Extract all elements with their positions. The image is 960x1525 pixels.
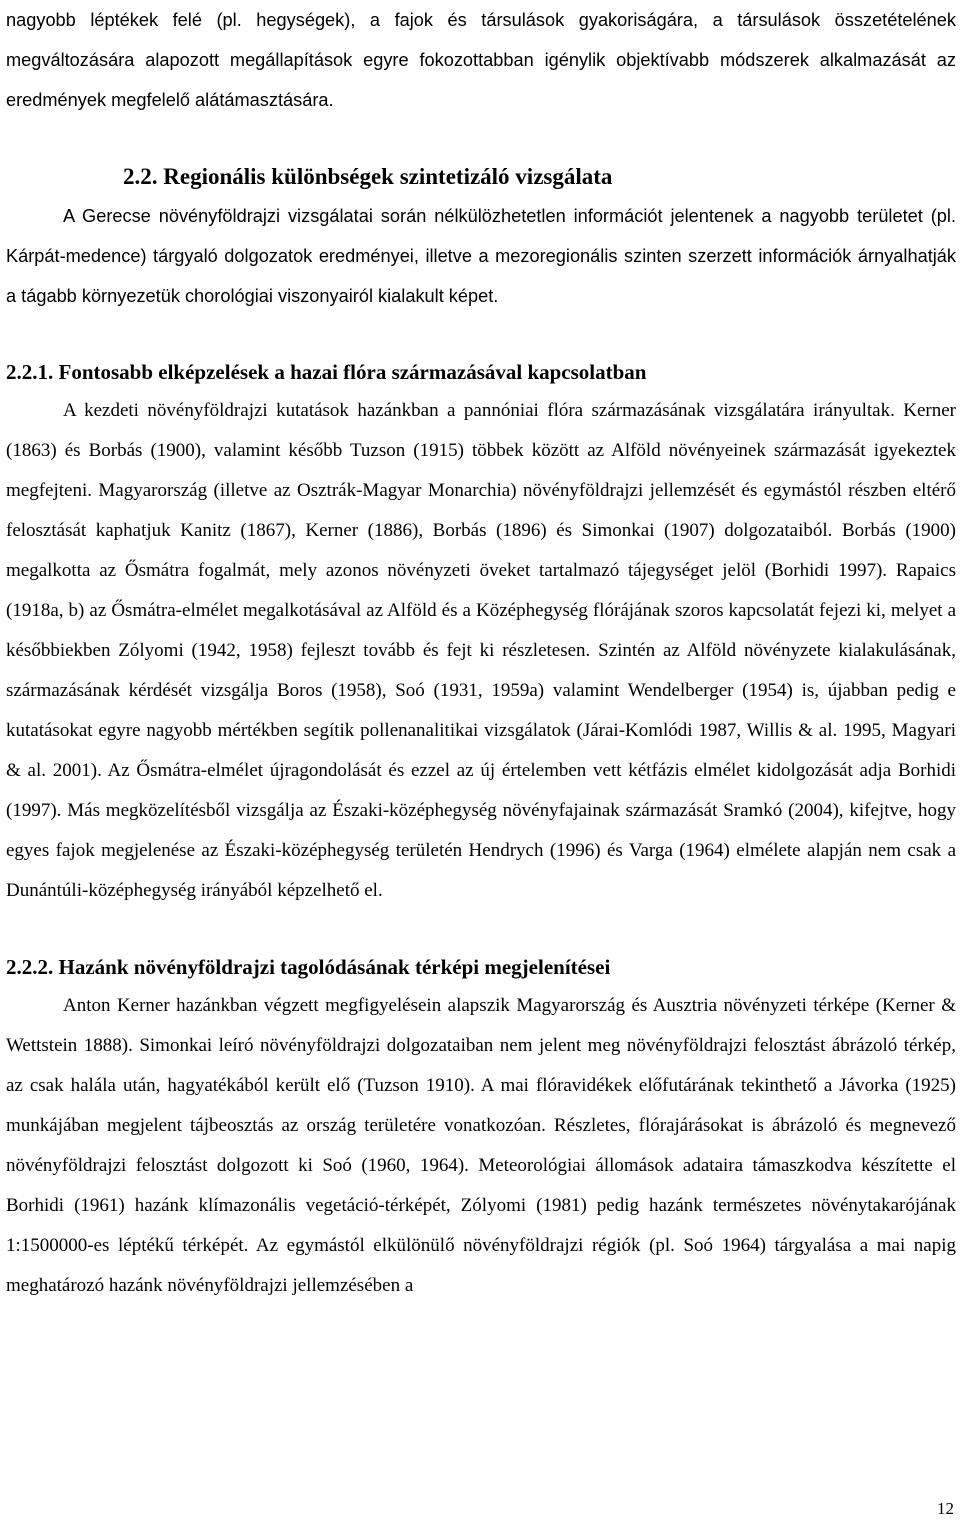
- intro-paragraph: nagyobb léptékek felé (pl. hegységek), a fajok és társulások gyakoriságára, a társulások összetételének megváltozására alapozott megállapítások egyre fokozottabban igénylik objektívabb módszerek alkalmazását az eredmények megfelelő alátámasztására.: [6, 10, 956, 110]
- spacer: [6, 316, 956, 353]
- section-paragraph-2-2-2: Anton Kerner hazánkban végzett megfigyelésein alapszik Magyarország és Ausztria növényzeti térképe (Kerner & Wettstein 1888). Simonkai leíró növényföldrajzi dolgozataiban nem jelent meg növényföldrajzi felosztást ábrázoló térkép, az csak halála után, hagyatékából került elő (Tuzson 1910). A mai flóravidékek előfutárának tekinthető a Jávorka (1925) munkájában megjelent tájbeosztás az ország területére vonatkozóan. Részletes, flórajárásokat is ábrázoló és megnevező növényföldrajzi felosztást dolgozott ki Soó (1960, 1964). Meteorológiai állomások adataira támaszkodva készítette el Borhidi (1961) hazánk klímazonális vegetáció-térképét, Zólyomi (1981) pedig hazánk természetes növénytakarójának 1:1500000-es léptékű térképét. Az egymástól elkülönülő növényföldrajzi régiók (pl. Soó 1964) tárgyalása a mai napig meghatározó hazánk növényföldrajzi jellemzésében a: [6, 995, 956, 1296]
- section-heading-2-2: 2.2. Regionális különbségek szintetizáló vizsgálata: [123, 164, 613, 189]
- section-paragraph-2-2-1: A kezdeti növényföldrajzi kutatások hazánkban a pannóniai flóra származásának vizsgálatára irányultak. Kerner (1863) és Borbás (1900), valamint később Tuzson (1915) többek között az Alföld növényeinek származását igyekeztek megfejteni. Magyarország (illetve az Osztrák-Magyar Monarchia) növényföldrajzi jellemzését és egymástól részben eltérő felosztását kaphatjuk Kanitz (1867), Kerner (1886), Borbás (1896) és Simonkai (1907) dolgozataiból. Borbás (1900) megalkotta az Ősmátra fogalmát, mely azonos növényzeti öveket tartalmazó tájegységet jelöl (Borhidi 1997). Rapaics (1918a, b) az Ősmátra-elmélet megalkotásával az Alföld és a Középhegység flórájának szoros kapcsolatát fejezi ki, melyet a későbbiekben Zólyomi (1942, 1958) fejleszt tovább és fejt ki részletesen. Szintén az Alföld növényzete kialakulásának, származásának kérdését vizsgálja Boros (1958), Soó (1931, 1959a) valamint Wendelberger (1954) is, újabban pedig e kutatásokat egyre nagyobb mértékben segítik pollenanalitikai vizsgálatok (Járai-Komlódi 1987, Willis & al. 1995, Magyari & al. 2001). Az Ősmátra-elmélet újragondolását és ezzel az új értelemben vett kétfázis elmélet kidolgozását adja Borhidi (1997). Más megközelítésből vizsgálja az Északi-középhegység növényfajainak származását Sramkó (2004), kifejtve, hogy egyes fajok megjelenése az Északi-középhegység területén Hendrych (1996) és Varga (1964) elmélete alapján nem csak a Dunántúli-középhegység irányából képzelhető el.: [6, 400, 956, 901]
- spacer: [6, 120, 956, 158]
- spacer: [6, 911, 956, 948]
- page-number: 12: [937, 1499, 954, 1518]
- section-heading-2-2-1: 2.2.1. Fontosabb elképzelések a hazai flóra származásával kapcsolatban: [6, 360, 647, 384]
- section-paragraph-2-2: A Gerecse növényföldrajzi vizsgálatai során nélkülözhetetlen információt jelentenek a nagyobb területet (pl. Kárpát-medence) tárgyaló dolgozatok eredményei, illetve a mezoregionális szinten szerzett információk árnyalhatják a tágabb környezetük chorológiai viszonyairól kialakult képet.: [6, 206, 956, 306]
- section-heading-2-2-2: 2.2.2. Hazánk növényföldrajzi tagolódásának térképi megjelenítései: [6, 955, 611, 979]
- document-page: [6, 0, 956, 1306]
